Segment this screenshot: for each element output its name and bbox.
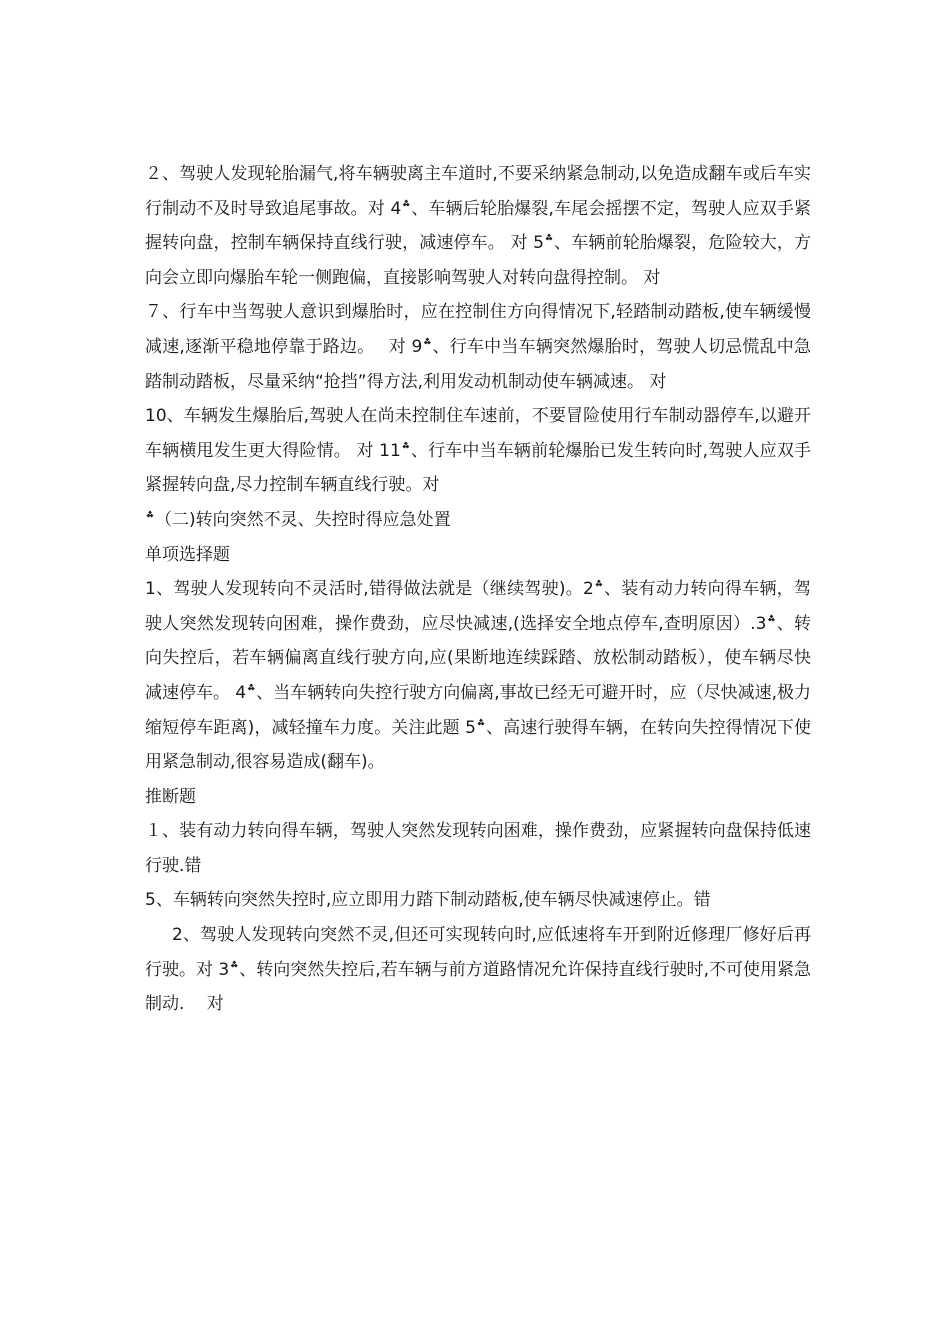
paragraph-tire-leak-and-rear-burst: ２、驾驶人发现轮胎漏气,将车辆驶离主车道时,不要采纳紧急制动,以免造成翻车或后车实行制动不及时导致追尾事故。对 4؞、车辆后轮胎爆裂,车尾会摇摆不定，驾驶人应双手紧握转向盘，控制车辆保持直线行驶，减速停车。 对 5؞、车辆前轮胎爆裂，危险较大，方向会立即向爆胎车轮一侧跑偏，直接影响驾驶人对转向盘得控制。 对 — [145, 164, 812, 288]
paragraph-tire-burst-braking: ７、行车中当驾驶人意识到爆胎时，应在控制住方向得情况下,轻踏制动踏板,使车辆缓慢减速,逐渐平稳地停靠于路边。 对 9؞、行车中当车辆突然爆胎时，驾驶人切忌慌乱中急踏制动踏板，尽量采纳“抢挡”得方法,利用发动机制动使车辆减速。 对 — [145, 302, 812, 392]
section-heading-steering-failure: ؞（二)转向突然不灵、失控时得应急处置 — [145, 509, 451, 530]
paragraph-true-false-5: 5、车辆转向突然失控时,应立即用力踏下制动踏板,使车辆尽快减速停止。错 — [145, 890, 711, 911]
paragraph-single-choice-answers: 1、驾驶人发现转向不灵活时,错得做法就是（继续驾驶)。2؞、装有动力转向得车辆，驾驶人突然发现转向困难，操作费劲，应尽快减速,(选择安全地点停车,查明原因）.3؞、转向失控后，若车辆偏离直线行驶方向,应(果断地连续踩踏、放松制动踏板），使车辆尽快减速停车。 4؞、当车辆转向失控行驶方向偏离,事故已经无可避开时，应（尽快减速,极力缩短停车距离)，减轻撞车力度。关注此题 5؞、高速行驶得车辆，在转向失控得情况下使用紧急制动,很容易造成(翻车)。 — [145, 579, 812, 773]
paragraph-burst-speed-control: 10、车辆发生爆胎后,驾驶人在尚未控制住车速前，不要冒险使用行车制动器停车,以避开车辆横甩发生更大得险情。 对 11؞、行车中当车辆前轮爆胎已发生转向时,驾驶人应双手紧握转向盘,尽力控制车辆直线行驶。对 — [145, 406, 811, 496]
paragraph-true-false-1: １、装有动力转向得车辆，驾驶人突然发现转向困难，操作费劲，应紧握转向盘保持低速行驶.错 — [145, 821, 811, 876]
document-body — [145, 157, 811, 1022]
heading-single-choice: 单项选择题 — [145, 544, 230, 565]
heading-true-false: 推断题 — [145, 786, 196, 807]
paragraph-true-false-2-3: 2、驾驶人发现转向突然不灵,但还可实现转向时,应低速将车开到附近修理厂修好后再行驶。对 3؞、转向突然失控后,若车辆与前方道路情况允许保持直线行驶时,不可使用紧急制动. 对 — [145, 925, 812, 1015]
